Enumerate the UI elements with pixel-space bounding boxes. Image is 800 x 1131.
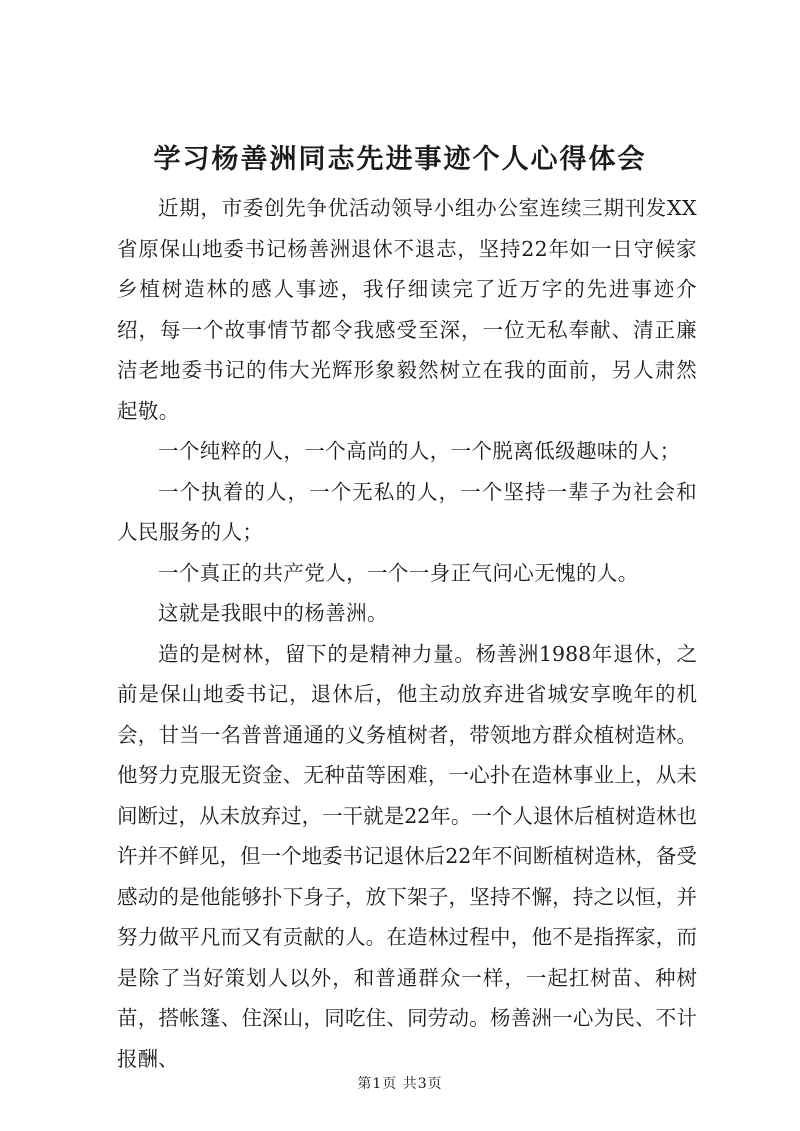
paragraph-in-my-eyes: 这就是我眼中的杨善洲。 [158, 601, 388, 625]
paragraph-pure-person: 一个纯粹的人，一个高尚的人，一个脱离低级趣味的人； [158, 439, 681, 463]
paragraph-party-member: 一个真正的共产党人，一个一身正气问心无愧的人。 [158, 560, 639, 585]
paragraph-persistent-person: 一个执着的人，一个无私的人，一个坚持一辈子为社会和人民服务的人； [117, 479, 697, 544]
document-title: 学习杨善洲同志先进事迹个人心得体会 [153, 144, 647, 175]
paragraph-tree-planting: 造的是树林，留下的是精神力量。杨善洲1988年退休，之前是保山地委书记，退休后，他主动放弃进省城安享晚年的机会，甘当一名普普通通的义务植树者，带领地方群众植树造林。他努力克服无资金、无种苗等困难，一心扑在造林事业上，从未间断过，从未放弃过，一干就是22年。一个人退休后植树造林也许并不鲜见，但一个地委书记退休后22年不间断植树造林，备受感动的是他能够扑下身子，放下架子，坚持不懈，持之以恒，并努力做平凡而又有贡献的人。在造林过程中，他不是指挥家，而是除了当好策划人以外，和普通群众一样，一起扛树苗、种树苗，搭帐篷、住深山，同吃住、同劳动。杨善洲一心为民、不计报酬、 [117, 641, 697, 1071]
page-number-footer: 第1页 共3页 [357, 1076, 443, 1092]
document-body [117, 188, 697, 1079]
paragraph-intro: 近期，市委创先争优活动领导小组办公室连续三期刊发XX省原保山地委书记杨善洲退休不退志，坚持22年如一日守候家乡植树造林的感人事迹，我仔细读完了近万字的先进事迹介绍，每一个故事情节都令我感受至深，一位无私奉献、清正廉洁老地委书记的伟大光辉形象毅然树立在我的面前，另人肃然起敬。 [117, 196, 697, 423]
